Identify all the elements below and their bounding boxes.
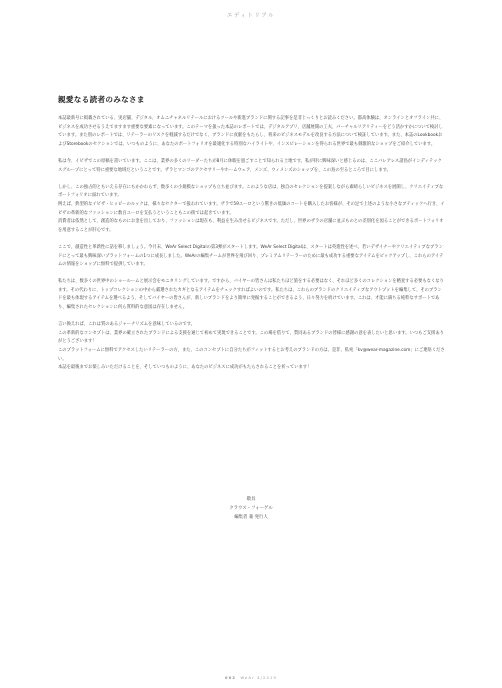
- page-title: 親愛なる読者のみなさま: [58, 95, 145, 104]
- editorial-body: [58, 115, 446, 381]
- paragraph: 私は今、イビザでこの原稿を書いています。ここは、業界の多くのリーダーたちが8月に休暇を過ごすことで知られる土地です。私が特に興味深いと感じるのは、ここバレアレス諸島がインディテックスグループにとって特に重要な地域だということです。ザラとマンゴのアクセサリーやホームウェア、メンズ、ウィメンズのショップを、この島の至るところで目にします。: [58, 158, 442, 173]
- closing: 敬具: [246, 497, 256, 502]
- issue-label: WeAr 4/2019: [240, 676, 277, 680]
- paragraph: 言い換えれば、これは質のあるジャーナリズムを意味しているのです。 この革新的なコンセプトは、業界の確立されたブランドによる支援を通じて初めて実現できることです。この場を借りて、賛同あるブランドの皆様に感謝の意を表したいと思います。いつもご支援ありがとうございます！ このプラットフォームに無料でアクセスしたいリテーラーの方、また、このコンセプトに自分たちがフィットするとお考えのブランドの方は、是非、私宛「kv@wear-magazine.com」にご連絡ください。 本誌を最後までお楽しみいただけることを、そしていつものように、あなたのビジネスに成功がもたらされることを祈っています！: [58, 322, 445, 371]
- paragraph: しかし、この独占的ともいえる存在にもかかわらず、数多くの小規模なショップも立ち並びます。このような店は、独自のセレクションを提案しながら素晴らしいビジネスを展開し、クリエイティブなポートフォリオに溢れています。 例えば、典型的なイビザ・ヒッピーのルックは、様々なセクターで扱われています。ザラで59ユーロという驚きの低価のコートを購入したお客様が、その足で上述のような小さなブティックへ行き、イビザの革新的なファッションに数百ユーロを支払うということもこの街では起きています。: [58, 184, 445, 216]
- author-name: クラウス・フォーゲル: [229, 506, 273, 511]
- paragraph: 本誌最新号に掲載されている、実店舗、デジタル、オムニチャネルリテールにおけるツールや新進ブランドに関する記事を是非じっくりとお読みください。都高体験は、オンラインとオフライン共に、ビジネスを成功させるうえでますます重要な要素になっています。このテーマを扱った本誌のレポートでは、デジタルアプリ、店舗展開の工夫、バーチャルリアリティーをどう活かすかについて検討しています。また別のレポートでは、リテーラーのリスクを軽減するだけでなく、ブランドに貢献をもたらし、将来のビジネスモデルを改良する方法について検証しています。また、本誌のLookbookおよびStorebookのセクションでは、いつものように、あなたのポートフォリオを最適化する特別なハイライトや、インスピレーションを得られる世界で最も刺激的なショップをご紹介しています。: [58, 116, 444, 147]
- section-header: エディトリアル: [226, 13, 276, 19]
- signature-block: [0, 495, 502, 522]
- paragraph: ここで、創造性と革新性に話を移しましょう。今月末、WeAr Select Digitalの第3弾がスタートします。WeAr Select Digitalは、スタートは英進性を述べ、若いデザイナーやクリエイティブなブランドにとって最も興味深いプラットフォームの1つに成長しました。WeArの編集チームが世界を飛び回り、プレミアムリテーラーのために最も成功する重要なアイテムをピックアップし、これらのアイテムの情報をショップに無料で提供しています。: [58, 244, 444, 268]
- page-footer: [0, 676, 502, 680]
- author-role: 編集者 兼 発行人: [234, 515, 268, 520]
- paragraph: 消費者は依然として、創造的なものにお金を出しており、ファッションは現在も、利益を生み出せるビジネスです。ただし、世界のザラの店舗に並ぶものとの差別化を図ることができるポートフォリオを用意することが肝心です。: [58, 219, 444, 233]
- paragraph: 私たちは、数多くの世界中のショールームと展示会をモニタリングしています。ですから、バイヤーの皆さんは私たちほど旅をする必要はなく、それほど多くのコレクションを精査する必要もなくなります。その代わりに、トップコレクションの中から厳選されたカギとなるアイテムをチェックすればよいのです。私たちは、これらのブランドのクリエイティブなアウトプットを編集して、そのブランドを最も体現するアイテムを選べるよう、そしてバイヤーの皆さんが、新しいブランドをより簡単に発掘することができるよう、日々努力を続けています。これは、才能に満ちる純粋なサポートであり、編集されたセレクションに何ら質料的な意図は存在しません。: [58, 279, 444, 311]
- page-number: 002: [225, 676, 237, 680]
